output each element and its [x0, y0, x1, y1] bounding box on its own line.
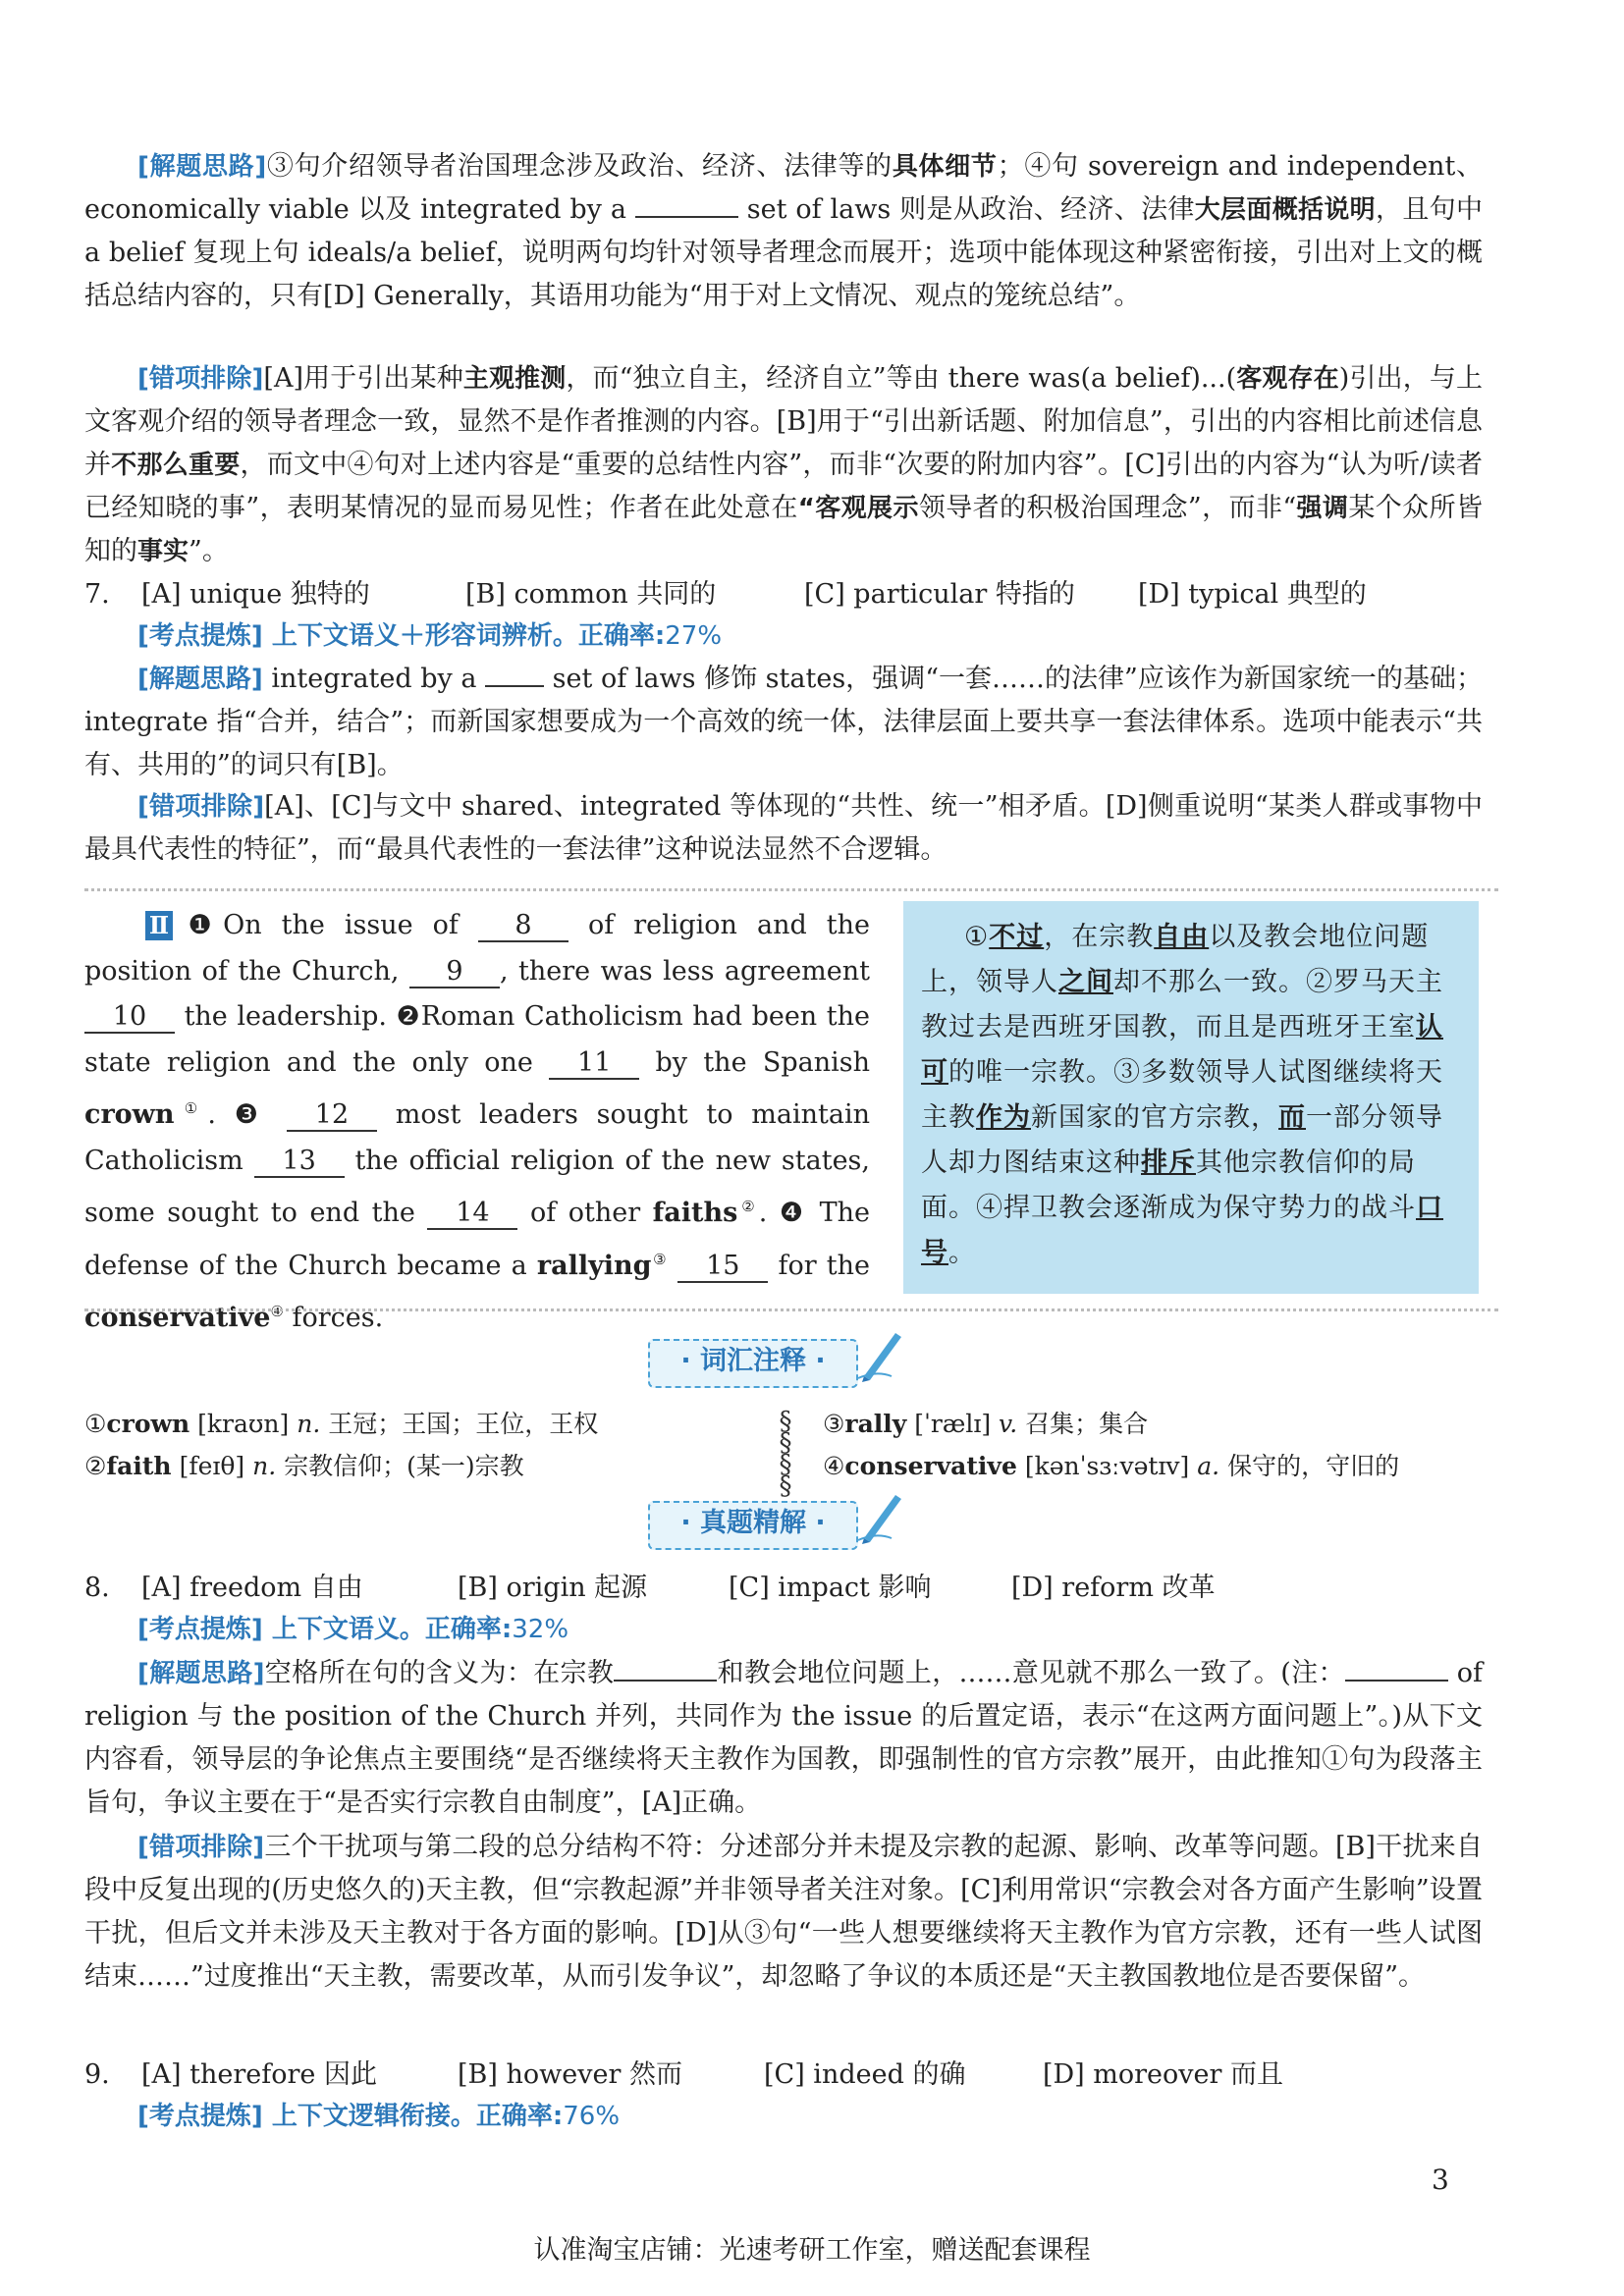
- passage-english: Ⅱ ❶On the issue of 8 of religion and the position of the Church, 9 , there was less agreement 10 the leadership. ❷Roman Catholicism had been the state religion and the only one 11 by the Spanish crown①. ❸ 12 most leaders sought to maintain Catholicism 13 the official religion of the new states, some sought to end the 14 of other faiths②. ❹ The defense of the Church became a rallying③ 15 for the conservative④ forces.: [84, 910, 870, 1333]
- translation-box: ①不过，在宗教自由以及教会地位问题上，领导人之间却不那么一致。②罗马天主教过去是西班牙国教，而且是西班牙王室认可的唯一宗教。③多数领导人试图继续将天主教作为新国家的官方宗教，而一部分领导人却力图结束这种排斥其他宗教信仰的局面。④捍卫教会逐渐成为保守势力的战斗口号。: [903, 901, 1479, 1294]
- footer-note: 认准淘宝店铺：光速考研工作室，赠送配套课程: [533, 2235, 1091, 2266]
- option-d: [D] reform 改革: [1011, 1573, 1216, 1603]
- blank: [635, 190, 738, 218]
- option-a: [A] therefore 因此: [141, 2059, 377, 2090]
- blank-8: 8: [478, 911, 568, 942]
- option-a: [A] unique 独特的: [141, 579, 370, 610]
- option-d: [D] typical 典型的: [1138, 579, 1367, 610]
- blank: [485, 660, 544, 687]
- vocab-item-4: ④conservative [kənˈsɜːvətɪv] a. 保守的，守旧的: [823, 1452, 1400, 1480]
- q8-think-paragraph: [解题思路]空格所在句的含义为：在宗教 和教会地位问题上，……意见就不那么一致了。(注： of religion 与 the position of the Church 并列，共同作为 the issue 的后置定语，表示“在这两方面问题上”。)从下文内容看，领导层的争论焦点主要围绕“是否继续将天主教作为国教，即强制性的官方宗教”展开，由此推知①句为段落主旨句，争议主要在于“是否实行宗教自由制度”，[A]正确。: [84, 1652, 1483, 1825]
- q7-think-paragraph: [解题思路] integrated by a set of laws 修饰 states，强调“一套……的法律”应该作为新国家统一的基础；integrate 指“合并，结合”；而新国家想要成为一个高效的统一体，法律层面上要共享一套法律体系。选项中能表示“共有、共用的”的词只有[B]。: [84, 658, 1483, 787]
- q7-elimination-paragraph: [错项排除][A]、[C]与文中 shared、integrated 等体现的“共性、统一”相矛盾。[D]侧重说明“某类人群或事物中最具代表性的特征”，而“最具代表性的一套法律”这种说法显然不合逻辑。: [84, 791, 1483, 865]
- q6-think-paragraph: [解题思路]③句介绍领导者治国理念涉及政治、经济、法律等的具体细节；④句 sovereign and independent、economically viable 以及 integrated by a set of laws 则是从政治、经济、法律大层面概括说明，且句中 a belief 复现上句 ideals/a belief，说明两句均针对领导者理念而展开；选项中能体现这种紧密衔接，引出对上文的概括总结内容的，只有[D] Generally，其语用功能为“用于对上文情况、观点的笼统总结”。: [84, 151, 1483, 311]
- q9-options: 9. [A] therefore 因此 [B] however 然而 [C] indeed 的确 [D] moreover 而且: [84, 2054, 1283, 2097]
- blank-15: 15: [677, 1252, 768, 1283]
- page-number: 3: [1432, 2163, 1449, 2196]
- blank-11: 11: [549, 1048, 639, 1080]
- option-a: [A] freedom 自由: [141, 1573, 363, 1603]
- q7-options: 7. [A] unique 独特的 [B] common 共同的 [C] particular 特指的 [D] typical 典型的: [84, 573, 1367, 616]
- blank-9: 9: [409, 957, 500, 988]
- option-b: [B] however 然而: [458, 2059, 682, 2090]
- think-tag: [解题思路]: [137, 152, 267, 182]
- q8-key-point: [考点提炼] 上下文语义。正确率:32%: [137, 1615, 569, 1644]
- blank-14: 14: [427, 1199, 517, 1230]
- q8-options: 8. [A] freedom 自由 [B] origin 起源 [C] impact 影响 [D] reform 改革: [84, 1567, 1216, 1610]
- option-b: [B] origin 起源: [458, 1573, 648, 1603]
- option-c: [C] indeed 的确: [764, 2059, 966, 2090]
- blank-13: 13: [254, 1147, 345, 1178]
- elimination-tag: [错项排除]: [137, 364, 264, 394]
- divider: [84, 888, 1498, 891]
- pen-icon: [856, 1487, 907, 1544]
- q8-elimination-paragraph: [错项排除]三个干扰项与第二段的总分结构不符：分述部分并未提及宗教的起源、影响、改革等问题。[B]干扰来自段中反复出现的(历史悠久的)天主教，但“宗教起源”并非领导者关注对象。[C]利用常识“宗教会对各方面产生影响”设置干扰，但后文并未涉及天主教对于各方面的影响。[D]从③句“一些人想要继续将天主教作为官方宗教，还有一些人试图结束……”过度推出“天主教，需要改革，从而引发争议”，却忽略了争议的本质还是“天主教国教地位是否要保留”。: [84, 1832, 1483, 1992]
- pen-icon: [856, 1325, 907, 1382]
- vocab-separator: § § § §: [779, 1407, 792, 1501]
- blank: [614, 1654, 717, 1682]
- vocab-item-2: ②faith [feɪθ] n. 宗教信仰；(某一)宗教: [84, 1452, 524, 1480]
- divider: [84, 1308, 1498, 1311]
- option-c: [C] particular 特指的: [804, 579, 1075, 610]
- option-b: [B] common 共同的: [465, 579, 717, 610]
- vocab-banner: · 词汇注释 ·: [648, 1339, 858, 1388]
- q9-key-point: [考点提炼] 上下文逻辑衔接。正确率:76%: [137, 2102, 621, 2131]
- explain-banner: · 真题精解 ·: [648, 1501, 858, 1550]
- blank-12: 12: [287, 1100, 377, 1132]
- q7-key-point: [考点提炼] 上下文语义＋形容词辨析。正确率:27%: [137, 621, 723, 651]
- vocab-item-1: ①crown [kraʊn] n. 王冠；王国；王位，王权: [84, 1410, 599, 1438]
- vocab-item-3: ③rally [ˈrælɪ] v. 召集；集合: [823, 1410, 1149, 1438]
- q6-elimination-paragraph: [错项排除][A]用于引出某种主观推测，而“独立自主，经济自立”等由 there was(a belief)...(客观存在)引出，与上文客观介绍的领导者理念一致，显然不是作者推测的内容。[B]用于“引出新话题、附加信息”，引出的内容相比前述信息并不那么重要，而文中④句对上述内容是“重要的总结性内容”，而非“次要的附加内容”。[C]引出的内容为“认为听/读者已经知晓的事”，表明某情况的显而易见性；作者在此处意在“客观展示领导者的积极治国理念”，而非“强调某个众所皆知的事实”。: [84, 363, 1483, 566]
- option-d: [D] moreover 而且: [1043, 2059, 1284, 2090]
- section-marker: Ⅱ: [145, 911, 173, 940]
- blank-10: 10: [84, 1002, 175, 1034]
- option-c: [C] impact 影响: [729, 1573, 932, 1603]
- blank: [1345, 1654, 1448, 1682]
